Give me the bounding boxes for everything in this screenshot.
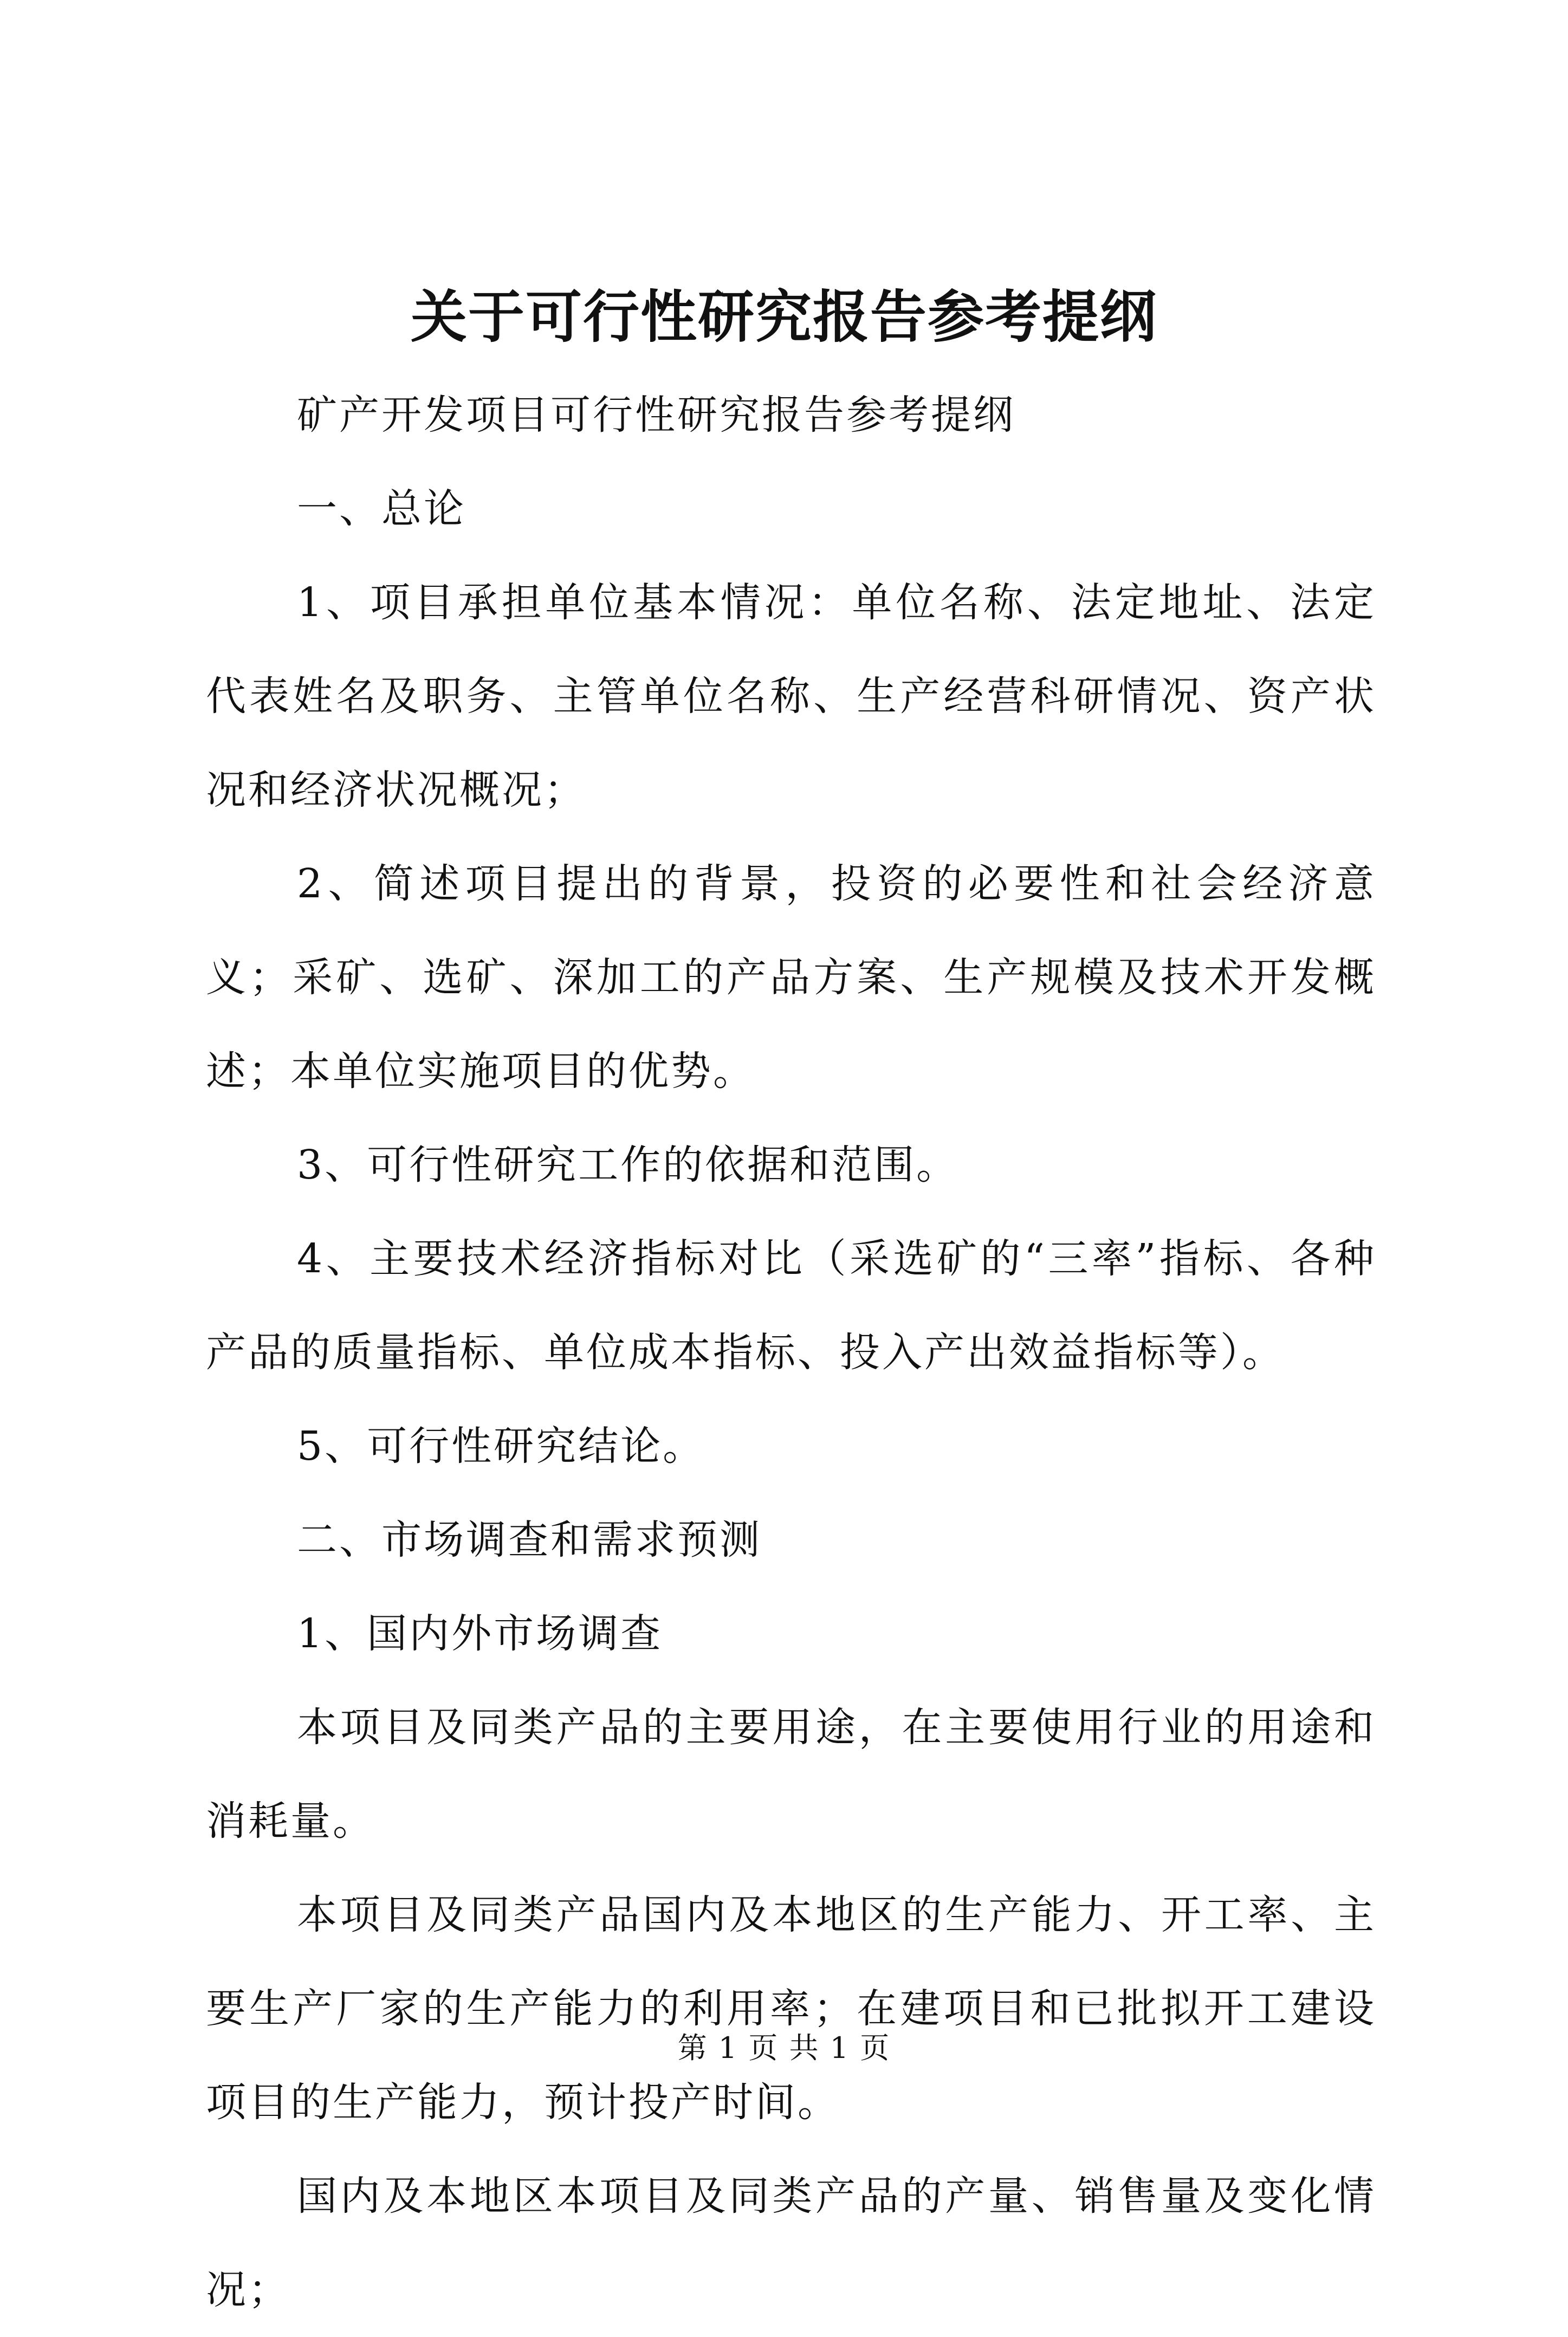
paragraph-section-2-heading: 二、市场调查和需求预测: [297, 1517, 762, 1563]
page-footer: 第 1 页 共 1 页: [677, 2031, 891, 2065]
paragraph-item-1: 1、项目承担单位基本情况：单位名称、法定地址、法定代表姓名及职务、主管单位名称、生产经营科研情况、资产状况和经济状况概况；: [206, 579, 1376, 813]
paragraph-item-4: 4、主要技术经济指标对比（采选矿的“三率”指标、各种产品的质量指标、单位成本指标、投入产出效益指标等）。: [206, 1235, 1376, 1376]
paragraph-body-1: 本项目及同类产品的主要用途，在主要使用行业的用途和消耗量。: [206, 1704, 1376, 1844]
document-title: 关于可行性研究报告参考提纲: [410, 283, 1157, 350]
paragraph-body-3: 国内及本地区本项目及同类产品的产量、销售量及变化情况；: [206, 2173, 1376, 2313]
paragraph-item-2: 2、简述项目提出的背景，投资的必要性和社会经济意义；采矿、选矿、深加工的产品方案、生产规模及技术开发概述；本单位实施项目的优势。: [206, 860, 1376, 1095]
paragraph-item-3: 3、可行性研究工作的依据和范围。: [297, 1142, 959, 1188]
paragraph-body-2: 本项目及同类产品国内及本地区的生产能力、开工率、主要生产厂家的生产能力的利用率；在建项目和已批拟开工建设项目的生产能力，预计投产时间。: [206, 1892, 1376, 2126]
paragraph-item-5: 5、可行性研究结论。: [297, 1423, 705, 1469]
paragraph-section-1-heading: 一、总论: [297, 485, 466, 532]
paragraph-subsection-1-heading: 1、国内外市场调查: [297, 1610, 663, 1657]
paragraph-subtitle: 矿产开发项目可行性研究报告参考提纲: [297, 392, 1015, 438]
